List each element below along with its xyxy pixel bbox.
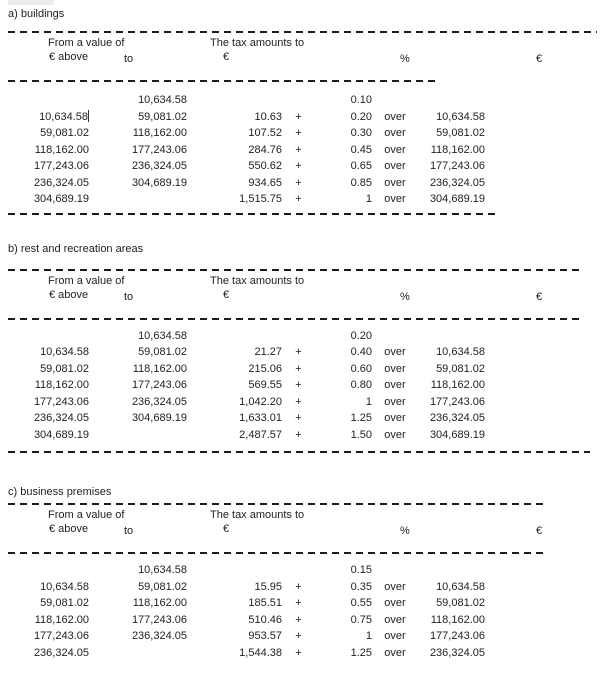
cell-percent: 1.25 [350,412,372,424]
cell-to: 118,162.00 [132,597,187,609]
header-euro-above-label: € above [49,51,89,63]
cell-tax: 284.76 [248,143,282,156]
header-tax-euro-label: € [223,523,230,535]
table-row [0,92,605,109]
cell-over: over [384,395,406,408]
header-to-label: to [124,290,134,303]
cell-to: 177,243.06 [131,613,187,626]
cell-tax [187,562,282,579]
table-header [0,33,605,80]
cell-from: 177,243.06 [33,630,89,642]
cell-from: 177,243.06 [33,160,89,172]
cell-over: over [384,428,406,441]
cell-percent: 0.85 [350,176,372,189]
table-section-rest-recreation [0,215,605,454]
cell-from: 118,162.00 [34,379,89,391]
table-row [0,377,605,394]
cell-to: 10,634.58 [138,329,187,342]
cell-tax: 569.55 [248,379,282,391]
cell-base: 177,243.06 [429,395,485,408]
table-row [0,344,605,361]
cell-from: 236,324.05 [33,646,89,659]
cell-tax: 215.06 [248,362,282,375]
cell-to: 59,081.02 [138,580,187,593]
cell-from: 10,634.58 [40,346,89,358]
cell-to: 59,081.02 [138,110,187,123]
cell-tax: 107.52 [248,127,282,139]
cell-tax: 934.65 [248,176,282,189]
cell-percent: 0.15 [350,564,372,576]
cell-base: 118,162.00 [430,613,485,626]
cell-to [89,427,187,444]
cell-to: 304,689.19 [131,176,187,189]
cell-plus: + [295,110,302,123]
cell-from [0,92,89,109]
cell-over: over [384,613,406,626]
dashed-rule-header [8,80,440,82]
cell-base: 236,324.05 [429,412,485,424]
cell-tax: 1,544.38 [239,646,282,659]
cell-percent: 0.55 [350,597,372,609]
table-row [0,410,605,427]
cell-from: 304,689.19 [33,193,89,205]
header-euro-label: € [536,290,543,303]
cell-percent: 0.80 [350,379,372,391]
header-euro-label: € [536,525,543,537]
table-row [0,595,605,612]
cell-plus [282,562,315,579]
cell-percent: 0.45 [350,143,372,156]
cell-over: over [384,110,406,123]
cell-tax: 550.62 [248,160,282,172]
cell-tax [187,92,282,109]
cell-to: 10,634.58 [138,564,187,576]
table-title: a) buildings [8,8,65,20]
cell-plus: + [295,580,302,593]
cell-percent: 0.20 [350,329,372,342]
cell-over: over [384,143,406,156]
cell-base: 59,081.02 [436,362,485,375]
cell-plus: + [295,346,302,358]
cell-tax: 1,633.01 [239,412,282,424]
cell-tax: 1,515.75 [239,193,282,205]
cell-to: 236,324.05 [131,630,187,642]
cell-tax [187,328,282,345]
cell-from: 304,689.19 [33,428,89,441]
cell-plus: + [295,613,302,626]
cell-tax: 185.51 [248,597,282,609]
cell-over: over [384,379,406,391]
cell-to [89,645,187,662]
cell-from: 10,634.58 [40,580,89,593]
cell-base: 304,689.19 [429,193,485,205]
cell-tax: 21.27 [254,346,282,358]
cell-to [89,191,187,208]
table-row [0,562,605,579]
cell-to: 236,324.05 [131,395,187,408]
screen-artifact [8,0,54,5]
table-rows [0,328,605,444]
cell-percent: 0.60 [350,362,372,375]
cell-base: 304,689.19 [429,428,485,441]
dashed-rule-header [8,552,543,554]
cell-percent: 1.25 [350,646,372,659]
cell-plus: + [295,630,302,642]
cell-to: 118,162.00 [132,127,187,139]
cell-percent: 0.30 [350,127,372,139]
header-to-label: to [124,53,134,65]
header-tax-euro-label: € [223,51,230,63]
cell-over: over [384,127,406,139]
cell-percent: 0.20 [350,110,372,123]
cell-percent: 0.35 [350,580,372,593]
cell-base: 10,634.58 [436,346,485,358]
cell-plus: + [295,428,302,441]
table-section-buildings [0,0,605,215]
cell-from: 118,162.00 [34,143,89,156]
cell-to: 10,634.58 [138,94,187,106]
header-tax-amounts-label: The tax amounts to [210,509,305,521]
cell-plus: + [295,362,302,375]
cell-percent: 0.75 [350,613,372,626]
cell-tax: 10.63 [254,110,282,123]
header-tax-euro-label: € [223,288,230,301]
cell-from: 10,634.58 [39,110,88,123]
table-row [0,125,605,142]
table-rows [0,562,605,661]
cell-base: 59,081.02 [436,597,485,609]
header-from-value-label: From a value of [48,509,125,521]
cell-base: 59,081.02 [436,127,485,139]
cell-over: over [384,412,406,424]
table-row [0,175,605,192]
cell-over: over [384,362,406,375]
cell-percent: 0.10 [350,94,372,106]
cell-over: over [384,193,406,205]
header-from-value-label: From a value of [48,274,125,287]
header-percent-label: % [400,53,410,65]
cell-plus [282,328,315,345]
cell-percent: 0.65 [350,160,372,172]
cell-from [0,562,89,579]
table-row [0,645,605,662]
cell-from: 236,324.05 [33,412,89,424]
header-euro-label: € [536,53,543,65]
cell-base: 118,162.00 [430,143,485,156]
cell-base: 236,324.05 [429,646,485,659]
cell-to: 236,324.05 [131,160,187,172]
cell-percent: 1.50 [350,428,372,441]
cell-base [418,562,485,579]
cell-tax: 1,042.20 [239,395,282,408]
cell-plus: + [295,127,302,139]
header-tax-amounts-label: The tax amounts to [210,274,305,287]
cell-plus: + [295,646,302,659]
cell-over: over [384,160,406,172]
cell-to: 59,081.02 [138,346,187,358]
dashed-rule-header [8,318,583,320]
cell-from: 236,324.05 [33,176,89,189]
cell-plus: + [295,379,302,391]
cell-over [372,562,418,579]
table-row [0,191,605,208]
cell-tax: 510.46 [248,613,282,626]
table-row [0,142,605,159]
cell-plus: + [295,160,302,172]
cell-over: over [384,176,406,189]
cell-plus: + [295,143,302,156]
cell-over: over [384,580,406,593]
cell-percent: 1 [365,193,372,205]
cell-from [0,328,89,345]
header-tax-amounts-label: The tax amounts to [210,37,305,49]
cell-to: 177,243.06 [131,379,187,391]
cell-plus: + [295,176,302,189]
cell-over: over [384,597,406,609]
table-title: b) rest and recreation areas [8,242,144,255]
table-row [0,361,605,378]
cell-over: over [384,346,406,358]
cell-base: 177,243.06 [429,630,485,642]
cell-base: 10,634.58 [436,110,485,123]
cell-over: over [384,646,406,659]
header-percent-label: % [400,525,410,537]
header-euro-above-label: € above [49,523,89,535]
cell-base [418,328,485,345]
cell-base: 177,243.06 [429,160,485,172]
table-header [0,505,605,552]
table-row [0,328,605,345]
cell-to: 118,162.00 [132,362,187,375]
cell-base: 10,634.58 [436,580,485,593]
cell-plus: + [295,395,302,408]
cell-plus: + [295,193,302,205]
cell-from: 177,243.06 [33,395,89,408]
cell-plus: + [295,412,302,424]
cell-from: 59,081.02 [40,362,89,375]
cell-tax: 2,487.57 [239,428,282,441]
table-header [0,271,605,318]
cell-plus: + [295,597,302,609]
cell-to: 177,243.06 [131,143,187,156]
cell-base [418,92,485,109]
cell-percent: 0.40 [350,346,372,358]
header-percent-label: % [400,290,410,303]
cell-over: over [384,630,406,642]
header-to-label: to [124,525,134,537]
cell-tax: 15.95 [254,580,282,593]
header-euro-above-label: € above [49,288,89,301]
cell-percent: 1 [365,395,372,408]
cell-tax: 953.57 [248,630,282,642]
table-rows [0,92,605,208]
table-row [0,394,605,411]
table-row [0,579,605,596]
cell-percent: 1 [365,630,372,642]
cell-from: 59,081.02 [40,597,89,609]
cell-from: 59,081.02 [40,127,89,139]
cell-from: 118,162.00 [34,613,89,626]
header-from-value-label: From a value of [48,37,125,49]
cell-to: 304,689.19 [131,412,187,424]
table-row [0,427,605,444]
cell-base: 236,324.05 [429,176,485,189]
cell-over [372,328,418,345]
table-row [0,158,605,175]
cell-base: 118,162.00 [430,379,485,391]
table-row [0,612,605,629]
cell-over [372,92,418,109]
table-section-business-premises [0,453,605,661]
table-title: c) business premises [8,486,112,498]
table-row [0,109,605,126]
cell-plus [282,92,315,109]
table-row [0,628,605,645]
